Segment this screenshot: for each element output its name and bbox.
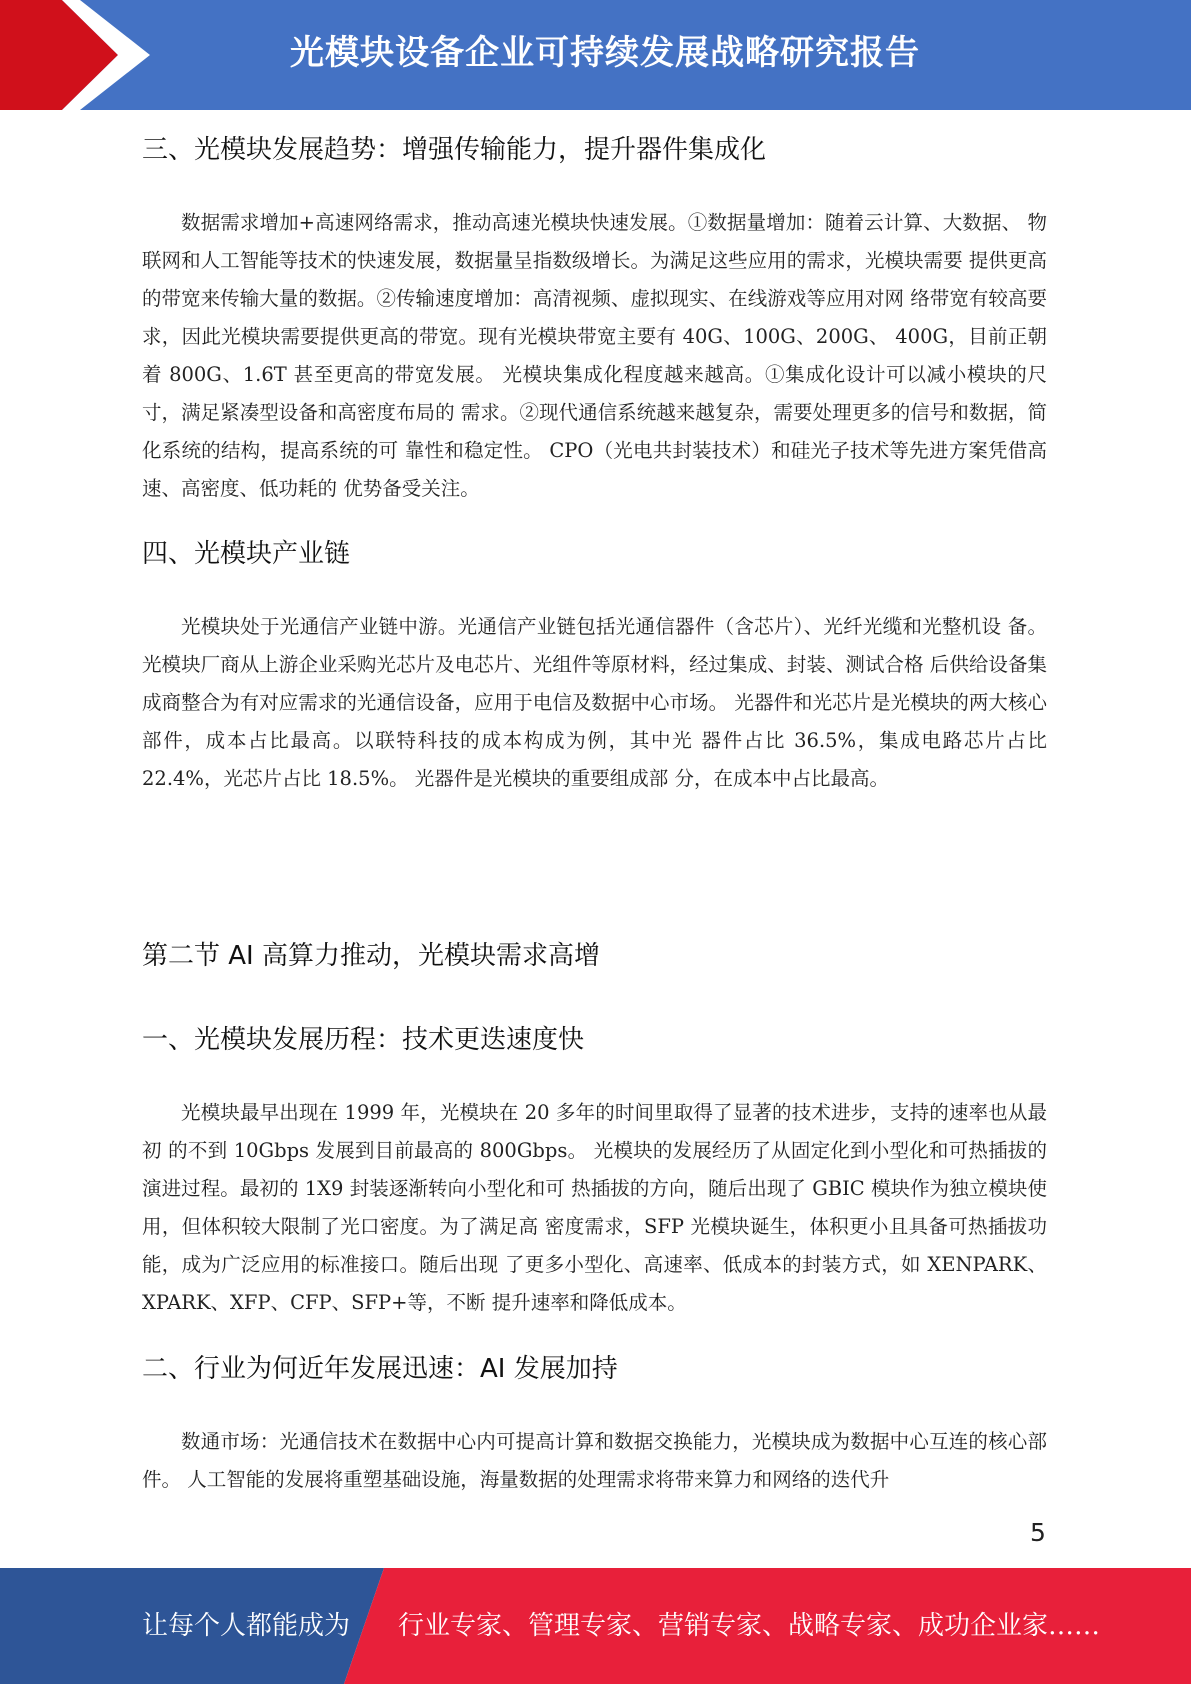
chevron-arrow-icon xyxy=(0,0,170,110)
section-paragraph: 数据需求增加+高速网络需求，推动高速光模块快速发展。①数据量增加：随着云计算、大数据、 物联网和人工智能等技术的快速发展，数据量呈指数级增长。为满足这些应用的需求，光模块需要 提供更高的带宽来传输大量的数据。②传输速度增加：高清视频、虚拟现实、在线游戏等应用对网 络带宽有较高要求，因此光模块需要提供更高的带宽。现有光模块带宽主要有 40G、100G、200G、 400G，目前正朝着 800G、1.6T 甚至更高的带宽发展。 光模块集成化程度越来越高。①集成化设计可以减小模块的尺寸，满足紧凑型设备和高密度布局的 需求。②现代通信系统越来越复杂，需要处理更多的信号和数据，简化系统的结构，提高系统的可 靠性和稳定性。 CPO（光电共封装技术）和硅光子技术等先进方案凭借高速、高密度、低功耗的 优势备受关注。 xyxy=(142,211,1047,500)
section-heading: 三、光模块发展趋势：增强传输能力，提升器件集成化 xyxy=(142,135,767,165)
footer-slogan-left: 让每个人都能成为 xyxy=(142,1611,351,1641)
section-heading: 四、光模块产业链 xyxy=(142,539,351,569)
section-heading: 二、行业为何近年发展迅速：AI 发展加持 xyxy=(142,1354,618,1384)
section-paragraph: 光模块最早出现在 1999 年，光模块在 20 多年的时间里取得了显著的技术进步，支持的速率也从最初 的不到 10Gbps 发展到目前最高的 800Gbps。 光模块的发展经历了从固定化到小型化和可热插拔的演进过程。最初的 1X9 封装逐渐转向小型化和可 热插拔的方向，随后出现了 GBIC 模块作为独立模块使用，但体积较大限制了光口密度。为了满足高 密度需求，SFP 光模块诞生，体积更小且具备可热插拔功能，成为广泛应用的标准接口。随后出现 了更多小型化、高速率、低成本的封装方式，如 XENPARK、XPARK、XFP、CFP、SFP+等，不断 提升速率和降低成本。 xyxy=(142,1101,1047,1314)
page-number: 5 xyxy=(1030,1518,1046,1547)
section-paragraph: 数通市场：光通信技术在数据中心内可提高计算和数据交换能力，光模块成为数据中心互连的核心部 件。 人工智能的发展将重塑基础设施，海量数据的处理需求将带来算力和网络的迭代升 xyxy=(142,1430,1047,1491)
page-footer xyxy=(0,1568,1191,1684)
footer-slogan-right: 行业专家、管理专家、营销专家、战略专家、成功企业家…… xyxy=(398,1611,1101,1641)
chapter-heading: 第二节 AI 高算力推动，光模块需求高增 xyxy=(142,941,600,971)
section-heading: 一、光模块发展历程：技术更迭速度快 xyxy=(142,1025,585,1055)
page-header xyxy=(0,0,1191,110)
report-title: 光模块设备企业可持续发展战略研究报告 xyxy=(290,33,920,73)
section-paragraph: 光模块处于光通信产业链中游。光通信产业链包括光通信器件（含芯片）、光纤光缆和光整机设 备。光模块厂商从上游企业采购光芯片及电芯片、光组件等原材料，经过集成、封装、测试合格 后供给设备集成商整合为有对应需求的光通信设备，应用于电信及数据中心市场。 光器件和光芯片是光模块的两大核心部件，成本占比最高。以联特科技的成本构成为例，其中光 器件占比 36.5%，集成电路芯片占比 22.4%，光芯片占比 18.5%。 光器件是光模块的重要组成部 分，在成本中占比最高。 xyxy=(142,615,1047,790)
